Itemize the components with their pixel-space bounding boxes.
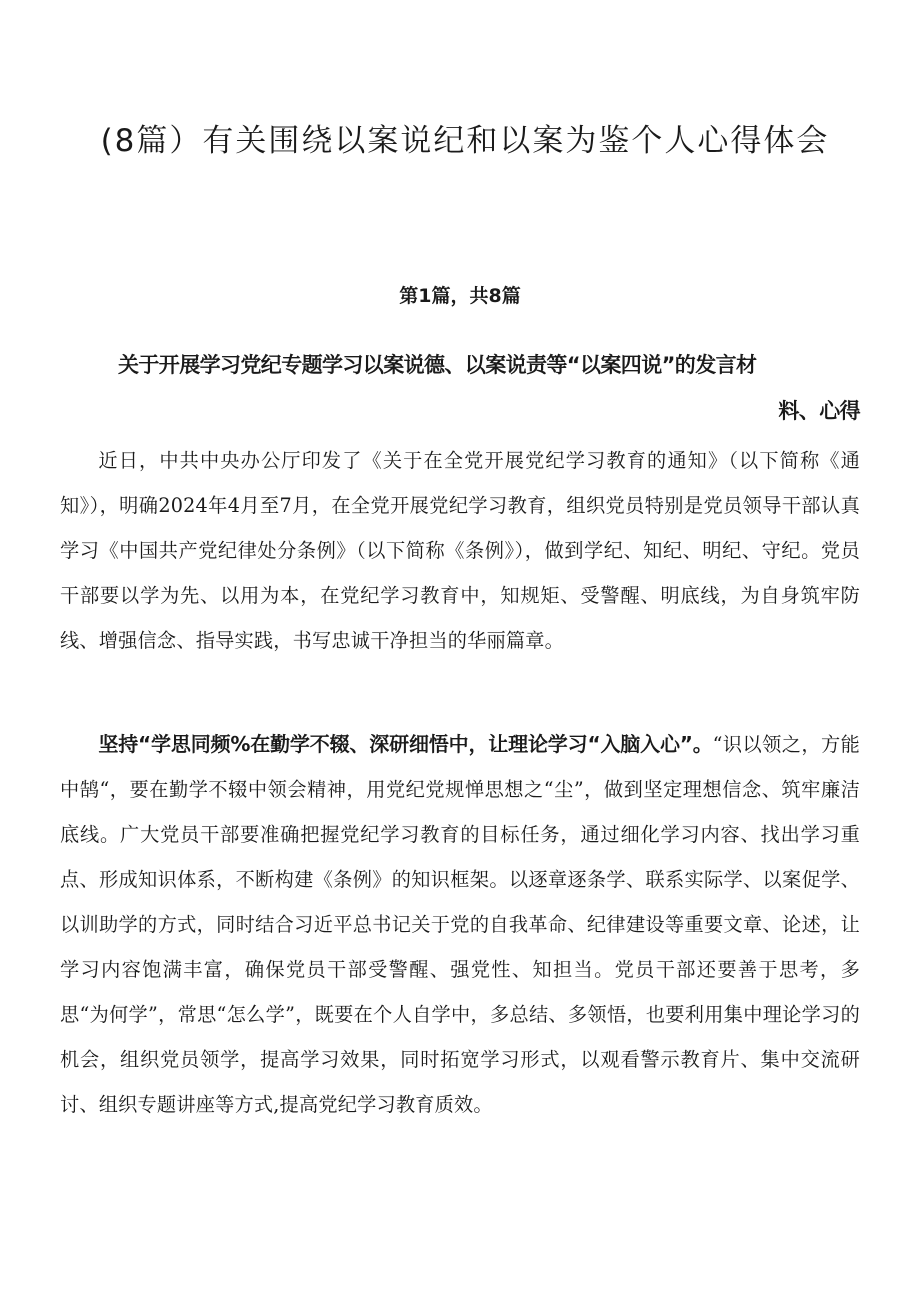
section-title-line-1: 关于开展学习党纪专题学习以案说德、以案说责等“以案四说”的发言材: [118, 353, 757, 377]
section-title-line-2: 料、心得: [778, 399, 860, 423]
paragraph-2-body: “识以领之，方能中鹄“，要在勤学不辍中领会精神，用党纪党规惮思想之“尘”，做到坚定理想信念、筑牢廉洁底线。广大党员干部要准确把握党纪学习教育的目标任务，通过细化学习内容、找出学习重点、形成知识体系，不断构建《条例》的知识框架。以逐章逐条学、联系实际学、以案促学、以训助学的方式，同时结合习近平总书记关于党的自我革命、纪律建设等重要文章、论述，让学习内容饱满丰富，确保党员干部受警醒、强党性、知担当。党员干部还要善于思考，多思“为何学”，常思“怎么学”，既要在个人自学中，多总结、多领悟，也要利用集中理论学习的机会，组织党员领学，提高学习效果，同时拓宽学习形式，以观看警示教育片、集中交流研讨、组织专题讲座等方式,提高党纪学习教育质效。: [60, 733, 860, 1116]
paragraph-2-lead: 坚持“学思同频%在勤学不辍、深研细悟中，让理论学习“入脑入心”。: [98, 732, 713, 756]
part-label: 第1篇，共8篇: [399, 285, 521, 307]
paragraph-1: 近日，中共中央办公厅印发了《关于在全党开展党纪学习教育的通知》（以下简称《通知》），明确2024年4月至7月，在全党开展党纪学习教育，组织党员特别是党员领导干部认真学习《中国共产党纪律处分条例》（以下简称《条例》），做到学纪、知纪、明纪、守纪。党员干部要以学为先、以用为本，在党纪学习教育中，知规矩、受警醒、明底线，为自身筑牢防线、增强信念、指导实践，书写忠诚干净担当的华丽篇章。: [60, 449, 860, 652]
document-title: (8篇）有关围绕以案说纪和以案为鉴个人心得体会: [100, 123, 830, 159]
section-title: [60, 342, 860, 434]
paragraph-2: [60, 722, 860, 1127]
